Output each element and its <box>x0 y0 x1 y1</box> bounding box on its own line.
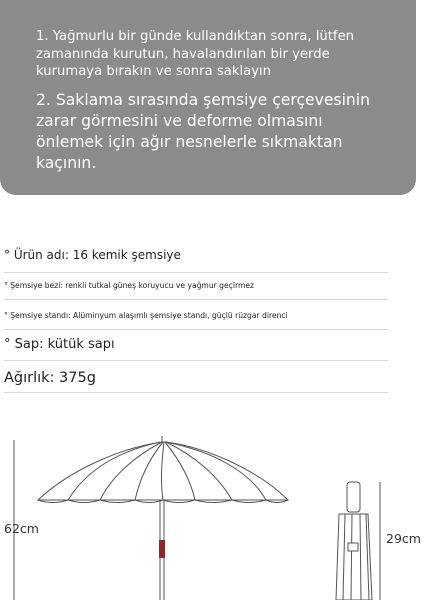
folded-umbrella-icon <box>336 482 372 600</box>
open-height-label: 62cm <box>4 521 39 536</box>
spec-frame: ° Şemsiye standı: Alüminyum alaşımlı şemsiye standı, güçlü rüzgar direnci <box>4 311 288 320</box>
folded-height-label: 29cm <box>386 531 421 546</box>
handle-accent-icon <box>159 540 165 558</box>
spec-product-name: ° Ürün adı: 16 kemik şemsiye <box>4 248 181 262</box>
spec-weight: Ağırlık: 375g <box>4 370 96 386</box>
care-note-1: 1. Yağmurlu bir günde kullandıktan sonra, lütfen zamanında kurutun, havalandırılan bir yerde kurumaya bırakın ve sonra saklayın <box>36 29 355 79</box>
spec-canopy-fabric: ° Şemsiye bezi: renkli tutkal güneş koruyucu ve yağmur geçirmez <box>4 281 255 290</box>
care-note-2: 2. Saklama sırasında şemsiye çerçevesinin zarar görmesini ve deforme olmasını önlemek için ağır nesnelerle sıkmaktan kaçının. <box>36 91 371 172</box>
spec-handle: ° Sap: kütük sapı <box>4 337 115 352</box>
open-umbrella-icon <box>38 436 288 600</box>
